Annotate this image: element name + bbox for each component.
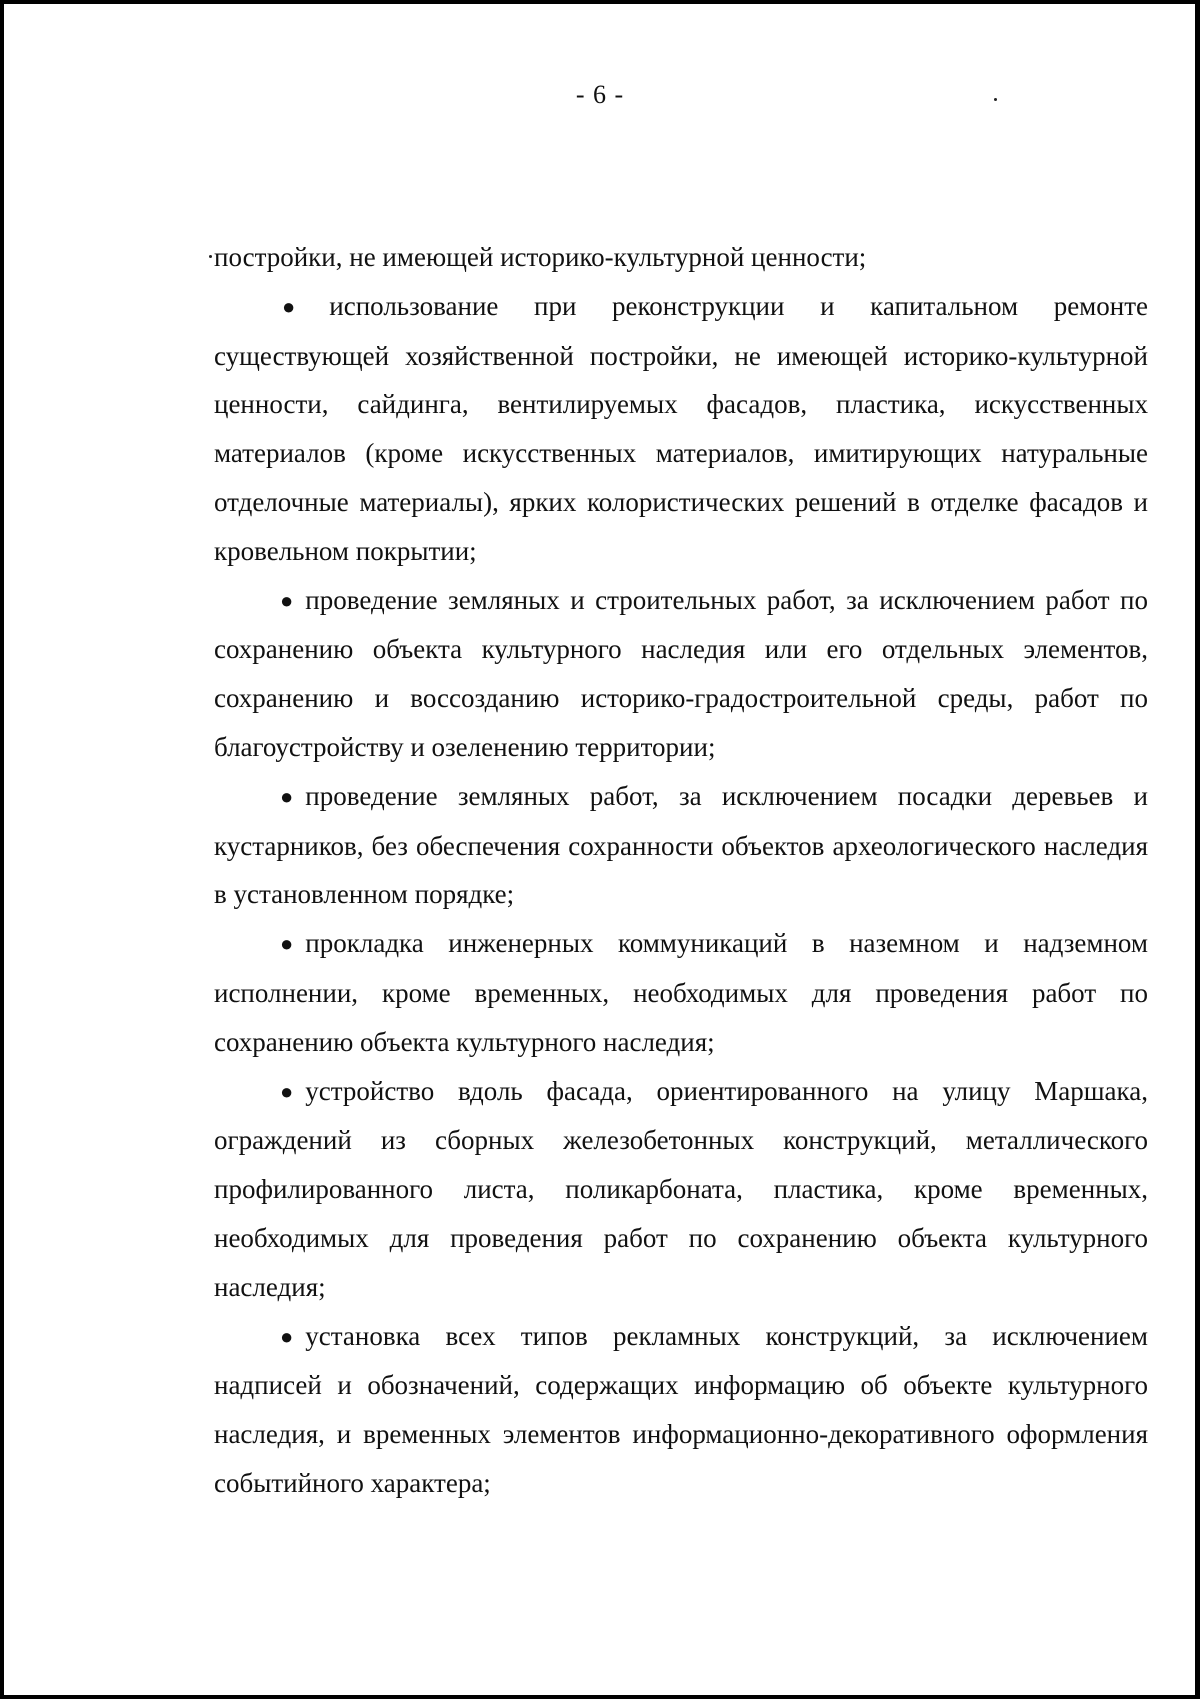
bullet-icon: ● — [280, 783, 294, 809]
bullet-item-text: использование при реконструкции и капитальном ремонте существующей хозяйственной постройки, не имеющей историко-культурной ценности, сайдинга, вентилируемых фасадов, пластика, искусственных материалов (кроме искусственных материалов, имитирующих натуральные отделочные материалы), ярких колористических решений в отделке фасадов и кровельном покрытии; — [214, 290, 1148, 566]
bullet-item — [214, 576, 1148, 772]
bullet-item-text: проведение земляных и строительных работ, за исключением работ по сохранению объекта культурного наследия или его отдельных элементов, сохранению и воссозданию историко-градостроительной среды, работ по благоустройству и озеленению территории; — [214, 584, 1148, 762]
bullet-item-text: устройство вдоль фасада, ориентированного на улицу Маршака, ограждений из сборных железобетонных конструкций, металлического профилированного листа, поликарбоната, пластика, кроме временных, необходимых для проведения работ по сохранению объекта культурного наследия; — [214, 1075, 1148, 1302]
page-number: - 6 - — [575, 80, 625, 109]
bullet-item — [214, 919, 1148, 1066]
bullet-item — [214, 1312, 1148, 1508]
bullet-item — [214, 282, 1148, 576]
bullet-icon: ● — [280, 931, 294, 957]
bullet-icon: ● — [280, 1078, 294, 1104]
document-body — [214, 233, 1148, 1508]
bullet-item — [214, 772, 1148, 919]
bullet-icon: ● — [280, 1323, 294, 1349]
bullet-item-text: установка всех типов рекламных конструкций, за исключением надписей и обозначений, содержащих информацию об объекте культурного наследия, и временных элементов информационно-декоративного оформления событийного характера; — [214, 1320, 1148, 1498]
bullet-item-text: проведение земляных работ, за исключением посадки деревьев и кустарников, без обеспечения сохранности объектов археологического наследия в установленном порядке; — [214, 780, 1148, 910]
bullet-item — [214, 1067, 1148, 1312]
scan-speck — [209, 255, 212, 258]
bullet-icon: ● — [282, 293, 296, 319]
paragraph-continuation — [214, 233, 1148, 282]
scan-speck — [994, 98, 997, 101]
paragraph-text: постройки, не имеющей историко-культурной ценности; — [214, 242, 867, 272]
bullet-icon: ● — [280, 587, 294, 613]
bullet-item-text: прокладка инженерных коммуникаций в наземном и надземном исполнении, кроме временных, необходимых для проведения работ по сохранению объекта культурного наследия; — [214, 928, 1148, 1057]
